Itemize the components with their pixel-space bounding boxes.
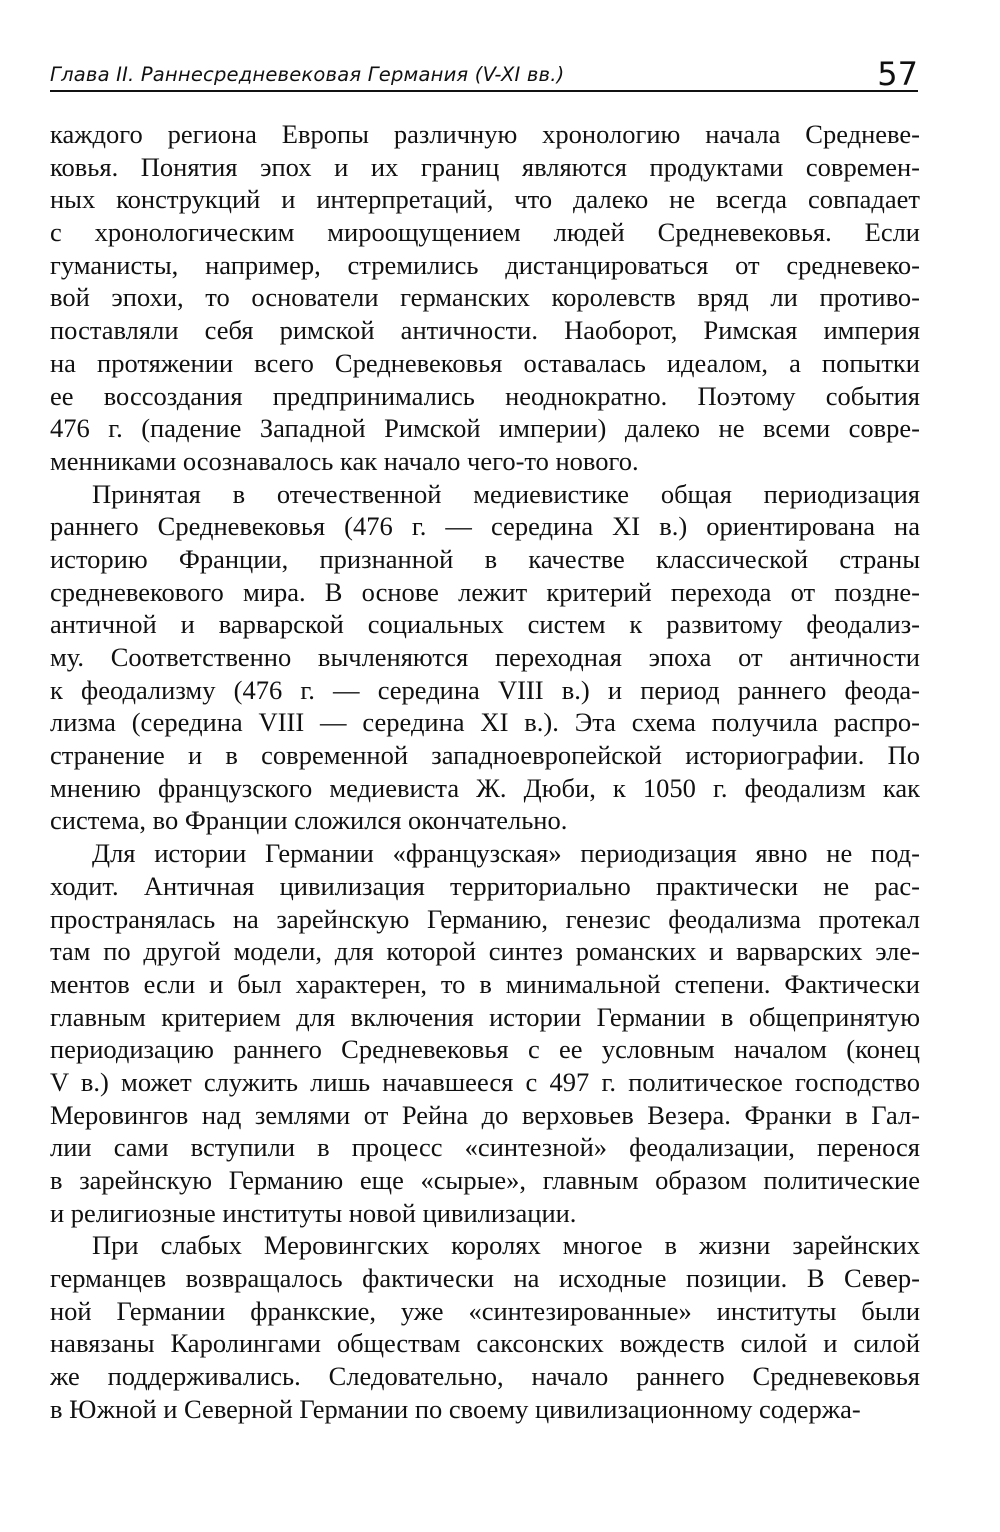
running-header [50, 50, 918, 92]
body-text [50, 118, 920, 1426]
text-line: ной Германии франкские, уже «синтезированные» институты были [50, 1295, 920, 1326]
page-number: 57 [877, 55, 918, 93]
text-line: 476 г. (падение Западной Римской империи) далеко не всеми совре- [50, 413, 920, 444]
text-line: германцев возвращалось фактически на исходные позиции. В Север- [50, 1263, 920, 1294]
text-line: к феодализму (476 г. — середина VIII в.) и период раннего феода- [50, 674, 920, 705]
text-line: и религиозные институты новой цивилизации. [50, 1197, 577, 1228]
text-line: в зарейнскую Германию еще «сырые», главным образом политические [50, 1165, 920, 1195]
text-line: периодизацию раннего Средневековья с ее условным началом (конец [50, 1034, 920, 1065]
paragraph [50, 1229, 920, 1425]
text-line: лии сами вступили в процесс «синтезной» феодализации, перенося [50, 1132, 920, 1163]
text-line: там по другой модели, для которой синтез романских и варварских эле- [50, 936, 920, 967]
text-line: ных конструкций и интерпретаций, что далеко не всегда совпадает [50, 184, 920, 215]
text-line: каждого региона Европы различную хронологию начала Средневе- [50, 119, 920, 149]
text-line: му. Соответственно вычленяются переходная эпоха от античности [50, 642, 920, 672]
paragraph [50, 478, 920, 838]
text-line: поставляли себя римской античности. Наоборот, Римская империя [50, 315, 920, 346]
text-line: историю Франции, признанной в качестве классической страны [50, 543, 920, 574]
text-line: пространялась на зарейнскую Германию, генезис феодализма протекал [50, 903, 920, 934]
text-line: система, во Франции сложился окончательно. [50, 805, 568, 836]
text-line: ее воссоздания предпринимались неоднократно. Поэтому события [50, 380, 920, 411]
text-line: мнению французского медиевиста Ж. Дюби, к 1050 г. феодализм как [50, 772, 920, 803]
text-line: раннего Средневековья (476 г. — середина XI в.) ориентирована на [50, 511, 920, 542]
text-line: гуманисты, например, стремились дистанцироваться от средневеко- [50, 249, 920, 280]
text-line: главным критерием для включения истории Германии в общепринятую [50, 1001, 920, 1032]
text-line: При слабых Меровингских королях многое в жизни зарейнских [92, 1230, 920, 1261]
text-line: ментов если и был характерен, то в минимальной степени. Фактически [50, 968, 920, 999]
text-line: античной и варварской социальных систем к развитому феодализ- [50, 609, 920, 640]
text-line: вой эпохи, то основатели германских королевств вряд ли противо- [50, 282, 920, 313]
text-line: на протяжении всего Средневековья оставалась идеалом, а попытки [50, 347, 920, 378]
text-line: странение и в современной западноевропейской историографии. По [50, 740, 920, 771]
text-line: Меровингов над землями от Рейна до верховьев Везера. Франки в Гал- [50, 1099, 920, 1130]
text-line: менниками осознавалось как начало чего-то нового. [50, 445, 639, 476]
paragraph [50, 837, 920, 1229]
text-line: же поддерживались. Следовательно, начало раннего Средневековья [50, 1361, 920, 1392]
text-line: средневекового мира. В основе лежит критерий перехода от поздне- [50, 576, 920, 607]
paragraph [50, 118, 920, 478]
text-line: навязаны Каролингами обществам саксонских вождеств силой и силой [50, 1328, 920, 1359]
text-line: Принятая в отечественной медиевистике общая периодизация [92, 478, 920, 509]
text-line: ковья. Понятия эпох и их границ являются продуктами современ- [50, 151, 920, 182]
text-line: в Южной и Северной Германии по своему цивилизационному содержа- [50, 1393, 861, 1424]
chapter-title: Глава II. Раннесредневековая Германия (V-XI вв.) [50, 63, 565, 86]
text-line: Для истории Германии «французская» периодизация явно не под- [92, 838, 920, 869]
text-line: лизма (середина VIII — середина XI в.). Эта схема получила распро- [50, 707, 920, 738]
text-line: V в.) может служить лишь начавшееся с 497 г. политическое господство [50, 1066, 920, 1097]
text-line: с хронологическим мироощущением людей Средневековья. Если [50, 217, 920, 248]
text-line: ходит. Античная цивилизация территориально практически не рас- [50, 870, 920, 901]
